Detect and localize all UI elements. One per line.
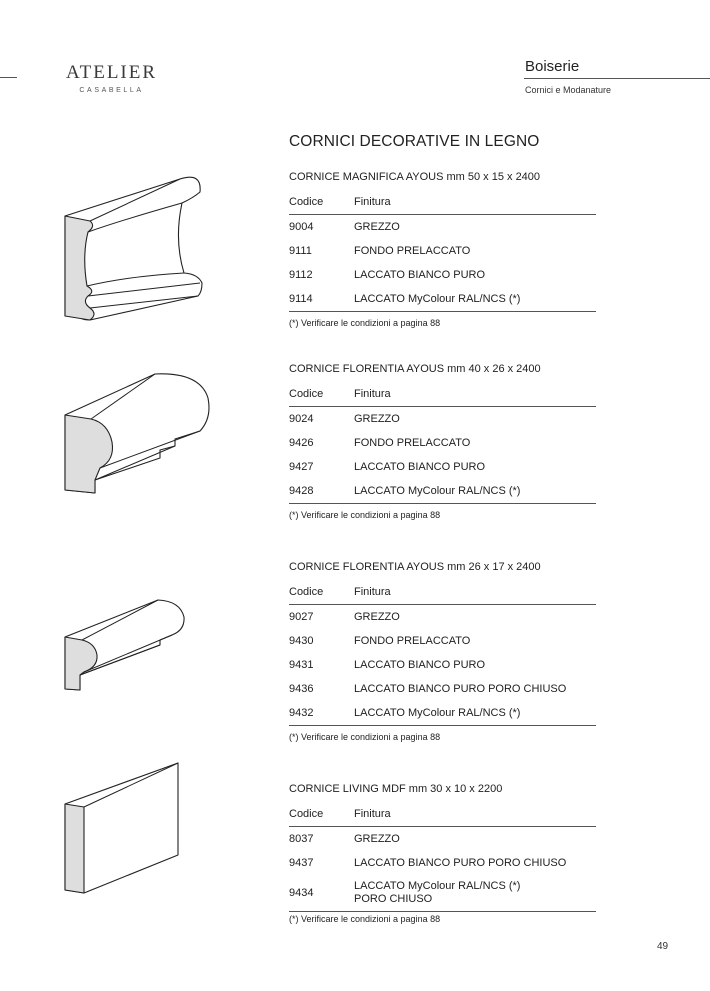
logo-subtitle: CASABELLA [79,87,144,94]
table-row [289,431,596,455]
table-row [289,701,596,726]
product-code: 9428 [289,485,314,497]
product-code: 9431 [289,659,314,671]
finish-name: GREZZO [354,221,400,233]
table-header [289,386,596,407]
code-column-header: Codice [289,586,324,598]
header-rule [524,78,710,79]
finish-column-header: Finitura [354,808,391,820]
product-code: 9024 [289,413,314,425]
code-column-header: Codice [289,808,324,820]
product-code: 9114 [289,293,313,305]
product-code: 8037 [289,833,314,845]
finish-name: LACCATO MyColour RAL/NCS (*) [354,707,521,719]
living-profile-drawing [60,760,190,900]
section-subtitle: Cornici e Modanature [525,85,612,95]
product-code: 9436 [289,683,314,695]
product-code: 9427 [289,461,314,473]
table-row [289,827,596,851]
finish-name: LACCATO MyColour RAL/NCS (*) [354,880,521,892]
product-florentia-40 [289,362,596,520]
logo-wordmark: ATELIER [66,62,158,83]
finish-cell [354,880,596,906]
finish-name: FONDO PRELACCATO [354,635,471,647]
finish-name-continued: PORO CHIUSO [354,893,433,905]
page-number: 49 [657,941,669,952]
product-code: 9112 [289,269,313,281]
brand-logo [66,62,157,94]
table-row [289,215,596,239]
finish-name: LACCATO BIANCO PURO [354,461,486,473]
conditions-note: (*) Verificare le condizioni a pagina 88 [289,510,441,520]
table-row [289,875,596,912]
finish-column-header: Finitura [354,196,391,208]
finish-name: LACCATO BIANCO PURO [354,269,486,281]
finish-name: GREZZO [354,611,400,623]
finish-name: LACCATO MyColour RAL/NCS (*) [354,293,521,305]
product-magnifica [289,170,596,328]
florentia-40-profile-drawing [60,368,220,498]
table-row [289,239,596,263]
finish-column-header: Finitura [354,388,391,400]
product-code: 9426 [289,437,314,449]
finish-name: FONDO PRELACCATO [354,437,471,449]
product-name: CORNICE MAGNIFICA AYOUS mm 50 x 15 x 2400 [289,171,541,183]
table-row [289,677,596,701]
product-name: CORNICE FLORENTIA AYOUS mm 40 x 26 x 2400 [289,363,541,375]
table-row [289,851,596,875]
florentia-26-profile-drawing [60,595,190,695]
finish-name: LACCATO BIANCO PURO [354,659,486,671]
magnifica-profile-drawing [60,170,210,325]
table-row [289,653,596,677]
header-left-rule [0,77,17,78]
product-code: 9027 [289,611,314,623]
page-title: CORNICI DECORATIVE IN LEGNO [289,133,540,150]
code-column-header: Codice [289,196,324,208]
table-header [289,584,596,605]
table-row [289,287,596,312]
conditions-note: (*) Verificare le condizioni a pagina 88 [289,732,441,742]
code-column-header: Codice [289,388,324,400]
finish-name: LACCATO BIANCO PURO PORO CHIUSO [354,857,567,869]
section-title: Boiserie [525,58,580,75]
table-row [289,407,596,431]
table-header [289,194,596,215]
product-name: CORNICE LIVING MDF mm 30 x 10 x 2200 [289,783,503,795]
product-code: 9004 [289,221,314,233]
finish-column-header: Finitura [354,586,391,598]
product-code: 9432 [289,707,314,719]
product-code: 9437 [289,857,314,869]
finish-name: LACCATO BIANCO PURO PORO CHIUSO [354,683,567,695]
product-name: CORNICE FLORENTIA AYOUS mm 26 x 17 x 2400 [289,561,541,573]
product-florentia-26 [289,560,596,742]
table-row [289,479,596,504]
product-living [289,782,596,924]
product-code: 9434 [289,886,314,899]
conditions-note: (*) Verificare le condizioni a pagina 88 [289,318,441,328]
table-header [289,806,596,827]
table-row [289,263,596,287]
finish-name: FONDO PRELACCATO [354,245,471,257]
finish-name: GREZZO [354,833,400,845]
conditions-note: (*) Verificare le condizioni a pagina 88 [289,914,441,924]
finish-name: GREZZO [354,413,400,425]
table-row [289,605,596,629]
finish-name: LACCATO MyColour RAL/NCS (*) [354,485,521,497]
table-row [289,629,596,653]
product-code: 9111 [289,245,312,257]
product-code: 9430 [289,635,314,647]
table-row [289,455,596,479]
